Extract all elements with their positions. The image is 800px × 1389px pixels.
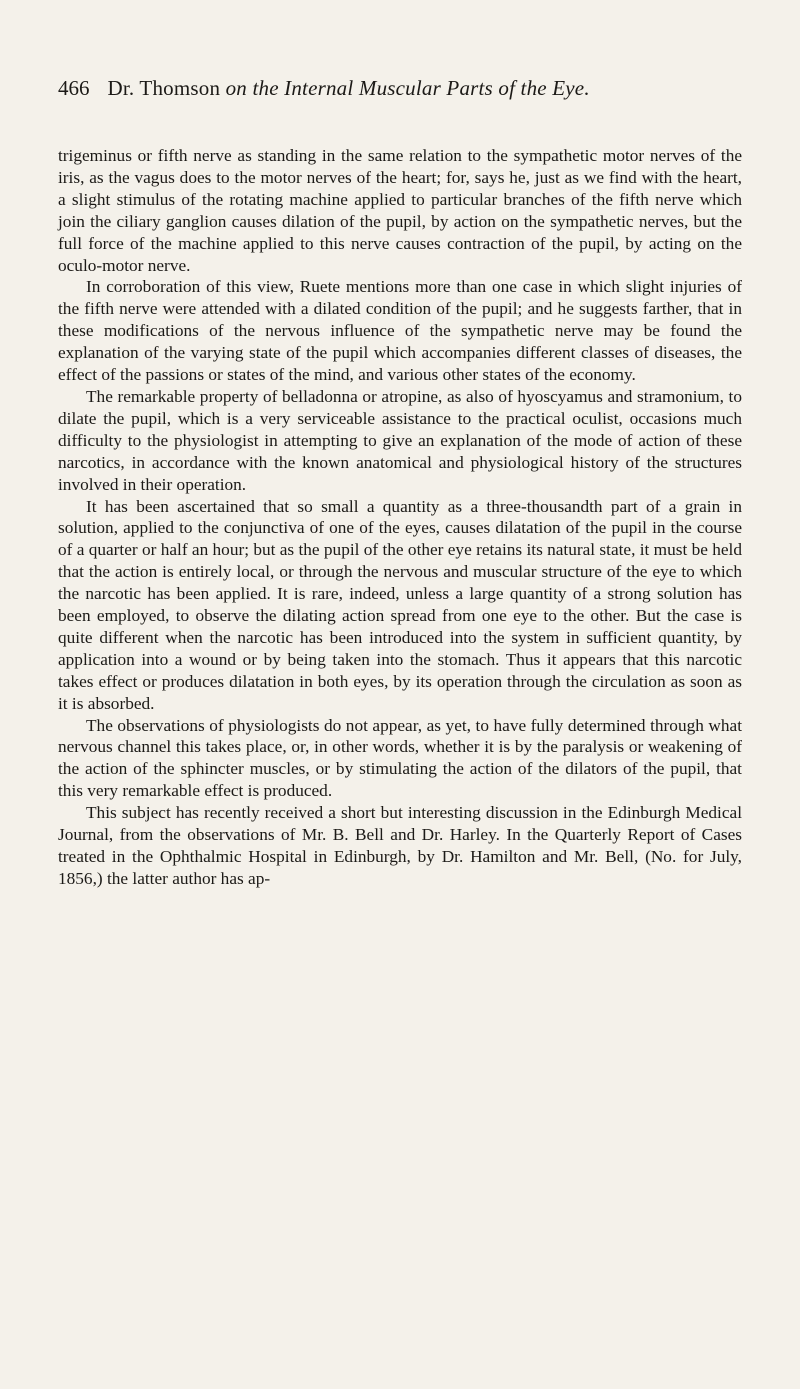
paragraph-3: The remarkable property of belladonna or atropine, as also of hyoscyamus and stramonium, to dilate the pupil, which is a very serviceable assistance to the practical oculist, occasions much difficulty to the physiologist in attempting to give an explanation of the mode of action of these narcotics, in accordance with the known anatomical and physiological history of the structures involved in their operation. xyxy=(58,386,742,494)
body-text xyxy=(58,145,742,890)
running-title xyxy=(108,76,590,101)
paragraph-4: It has been ascertained that so small a quantity as a three-thousandth part of a grain in solution, applied to the conjunctiva of one of the eyes, causes dilatation of the pupil in the course of a quarter or half an hour; but as the pupil of the other eye retains its natural state, it must be held that the action is entirely local, or through the nervous and muscular structure of the eye to which the narcotic has been applied. It is rare, indeed, unless a large quantity of a strong solution has been employed, to observe the dilating action spread from one eye to the other. But the case is quite different when the narcotic has been introduced into the system in sufficient quantity, by application into a wound or by being taken into the stomach. Thus it appears that this narcotic takes effect or produces dilatation in both eyes, by its operation through the circulation as soon as it is absorbed. xyxy=(58,496,742,713)
running-head xyxy=(58,76,742,101)
running-title-author: Dr. Thomson xyxy=(107,76,221,100)
paragraph-5: The observations of physiologists do not appear, as yet, to have fully determined through what nervous channel this takes place, or, in other words, whether it is by the paralysis or weakening of the action of the sphincter muscles, or by stimulating the action of the dilators of the pupil, that this very remarkable effect is produced. xyxy=(58,715,742,801)
paragraph-1: trigeminus or fifth nerve as standing in the same relation to the sympathetic motor nerves of the iris, as the vagus does to the motor nerves of the heart; for, says he, just as we find with the heart, a slight stimulus of the rotating machine applied to particular branches of the fifth nerve which join the ciliary ganglion causes dilation of the pupil, by action on the sympathetic nerves, but the full force of the machine applied to this nerve causes contraction of the pupil, by acting on the oculo-motor nerve. xyxy=(58,146,742,275)
paragraph-6: This subject has recently received a short but interesting discussion in the Edinburgh Medical Journal, from the observations of Mr. B. Bell and Dr. Harley. In the Quarterly Report of Cases treated in the Ophthalmic Hospital in Edinburgh, by Dr. Hamilton and Mr. Bell, (No. for July, 1856,) the latter author has ap- xyxy=(58,803,742,888)
running-title-subject: on the Internal Muscular Parts of the Eye. xyxy=(225,76,590,100)
page-number: 466 xyxy=(58,76,90,100)
paragraph-2: In corroboration of this view, Ruete mentions more than one case in which slight injuries of the fifth nerve were attended with a dilated condition of the pupil; and he suggests farther, that in these modifications of the nervous influence of the sympathetic nerve may be found the explanation of the varying state of the pupil which accompanies different classes of diseases, the effect of the passions or states of the mind, and various other states of the economy. xyxy=(58,277,742,385)
